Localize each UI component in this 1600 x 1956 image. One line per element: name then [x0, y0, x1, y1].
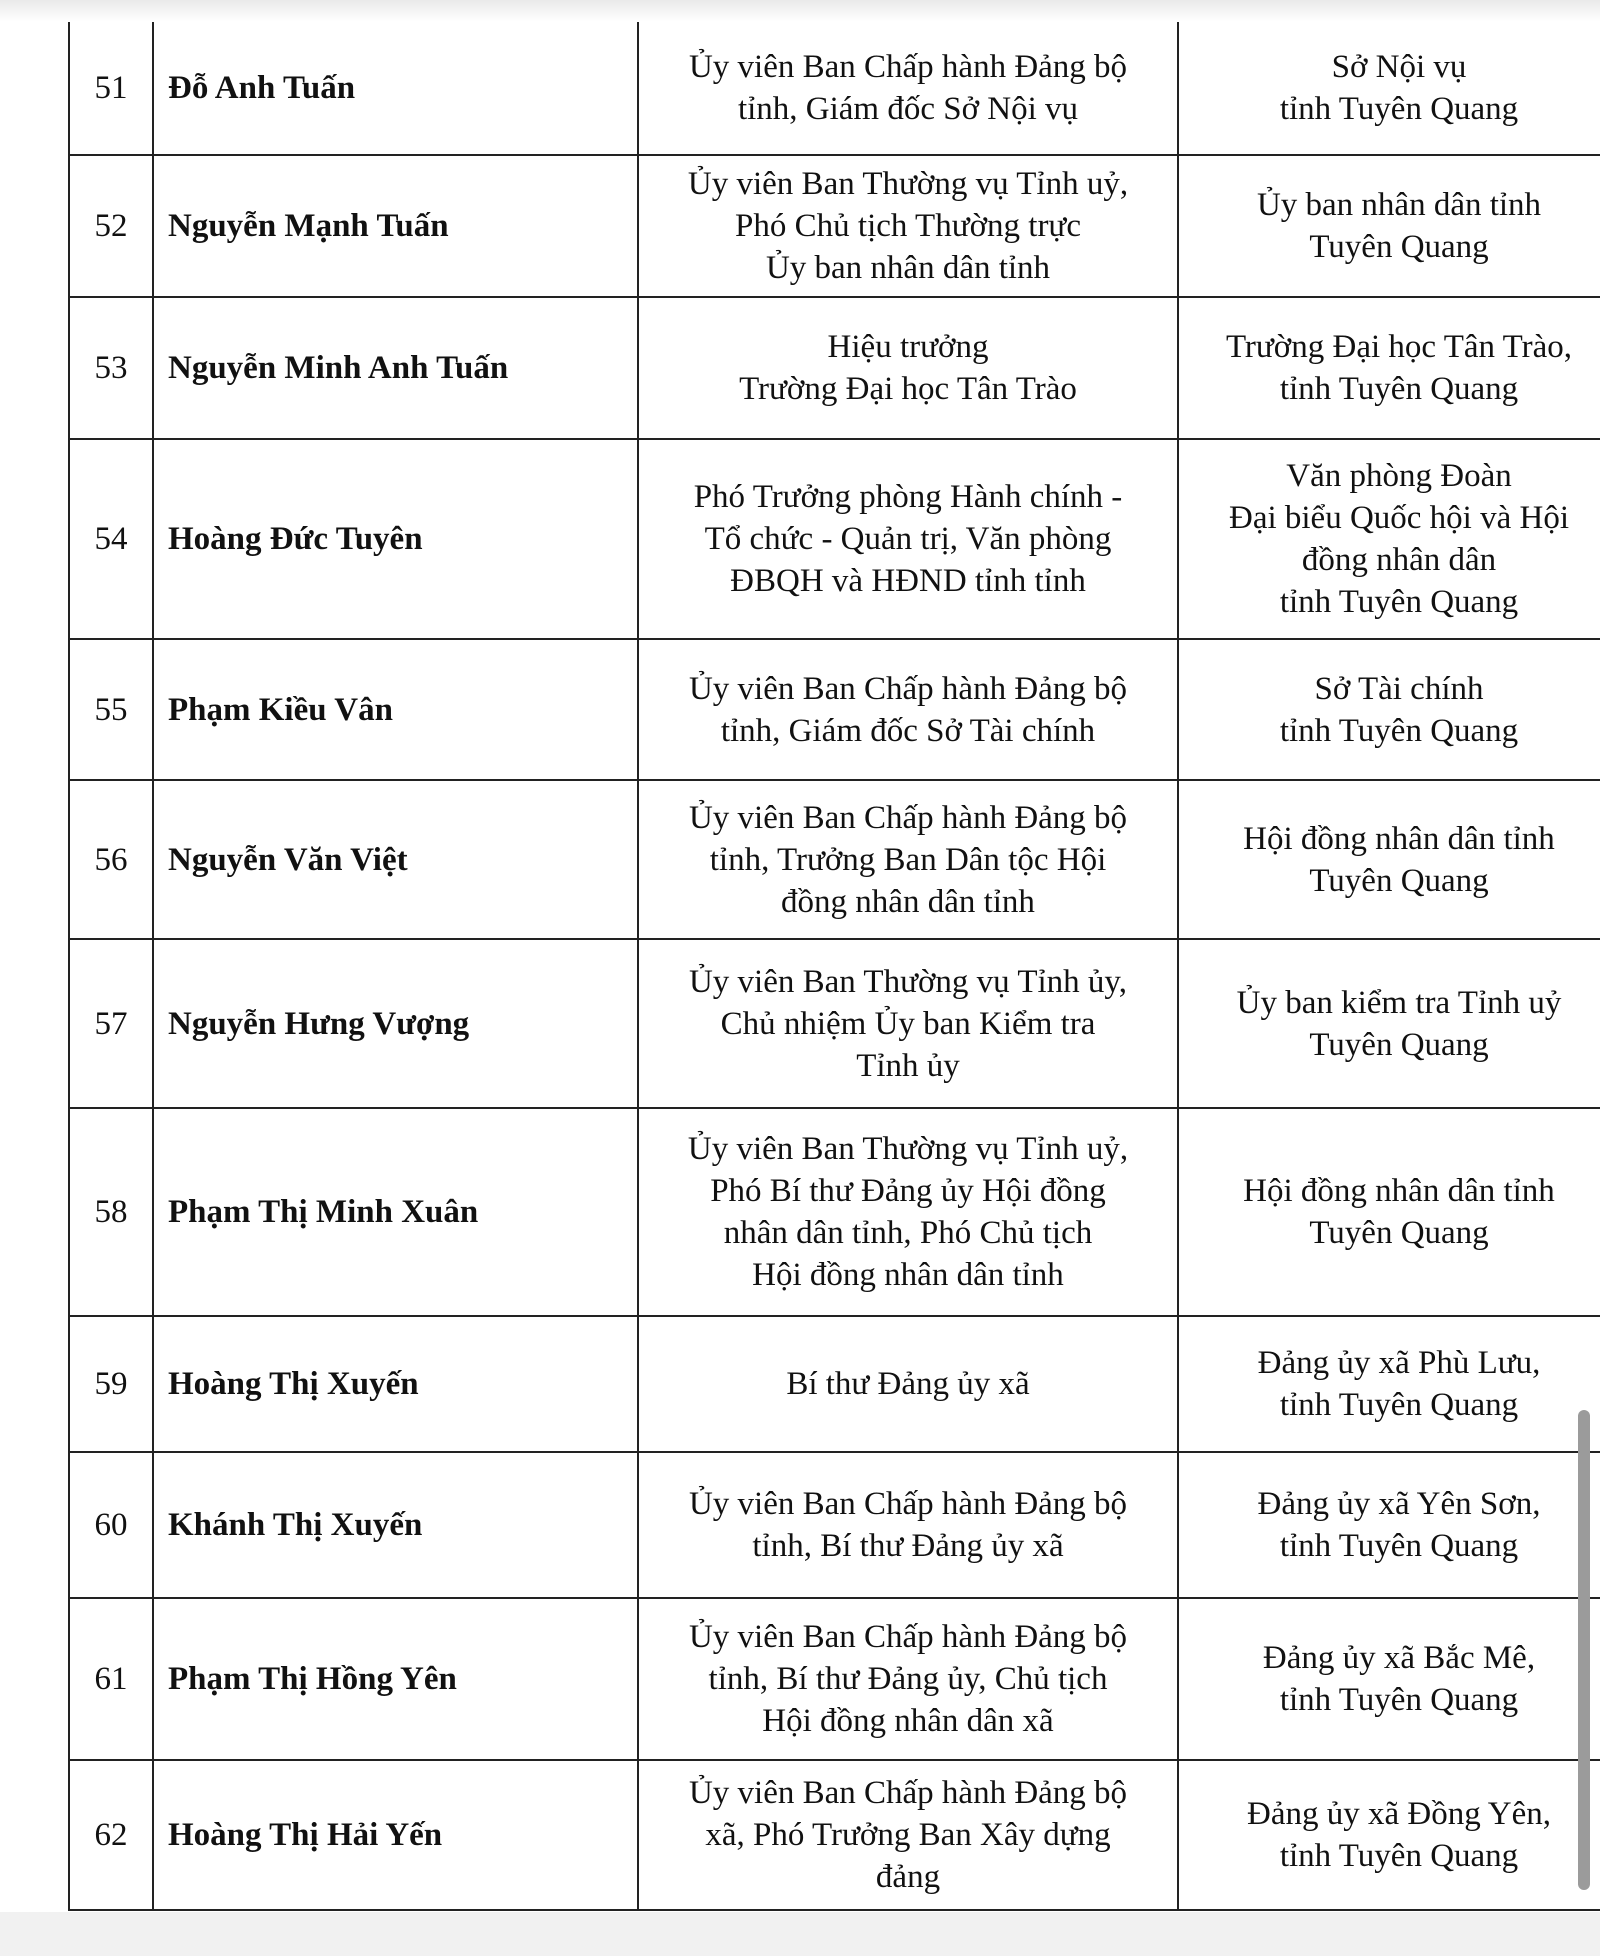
member-unit: Hội đồng nhân dân tỉnh Tuyên Quang — [1178, 1108, 1600, 1316]
table-row — [69, 155, 1600, 297]
member-name: Phạm Thị Minh Xuân — [153, 1108, 638, 1316]
row-number: 54 — [69, 439, 153, 639]
table-row — [69, 297, 1600, 439]
member-unit: Đảng ủy xã Yên Sơn, tỉnh Tuyên Quang — [1178, 1452, 1600, 1598]
member-position: Ủy viên Ban Chấp hành Đảng bộ xã, Phó Trưởng Ban Xây dựng đảng — [638, 1760, 1178, 1910]
row-number: 59 — [69, 1316, 153, 1452]
member-position: Phó Trưởng phòng Hành chính - Tổ chức - Quản trị, Văn phòng ĐBQH và HĐND tỉnh tỉnh — [638, 439, 1178, 639]
member-position: Ủy viên Ban Thường vụ Tỉnh uỷ, Phó Chủ tịch Thường trực Ủy ban nhân dân tỉnh — [638, 155, 1178, 297]
page-bottom-edge — [0, 1912, 1600, 1956]
table-row — [69, 1108, 1600, 1316]
row-number: 57 — [69, 939, 153, 1108]
row-number: 58 — [69, 1108, 153, 1316]
page-top-edge — [0, 0, 1600, 22]
member-position: Ủy viên Ban Thường vụ Tỉnh uỷ, Phó Bí thư Đảng ủy Hội đồng nhân dân tỉnh, Phó Chủ tịch Hội đồng nhân dân tỉnh — [638, 1108, 1178, 1316]
vertical-scrollbar[interactable] — [1578, 1410, 1590, 1890]
table-row — [69, 22, 1600, 155]
table-row — [69, 1452, 1600, 1598]
row-number: 56 — [69, 780, 153, 939]
row-number: 53 — [69, 297, 153, 439]
member-position: Ủy viên Ban Chấp hành Đảng bộ tỉnh, Trưởng Ban Dân tộc Hội đồng nhân dân tỉnh — [638, 780, 1178, 939]
member-unit: Ủy ban kiểm tra Tỉnh uỷ Tuyên Quang — [1178, 939, 1600, 1108]
roster-table-container — [68, 22, 1573, 1911]
row-number: 51 — [69, 22, 153, 155]
member-unit: Trường Đại học Tân Trào, tỉnh Tuyên Quang — [1178, 297, 1600, 439]
member-unit: Đảng ủy xã Bắc Mê, tỉnh Tuyên Quang — [1178, 1598, 1600, 1760]
member-position: Ủy viên Ban Chấp hành Đảng bộ tỉnh, Bí thư Đảng ủy xã — [638, 1452, 1178, 1598]
member-unit: Đảng ủy xã Đồng Yên, tỉnh Tuyên Quang — [1178, 1760, 1600, 1910]
member-position: Bí thư Đảng ủy xã — [638, 1316, 1178, 1452]
member-name: Hoàng Thị Hải Yến — [153, 1760, 638, 1910]
member-position: Ủy viên Ban Chấp hành Đảng bộ tỉnh, Bí thư Đảng ủy, Chủ tịch Hội đồng nhân dân xã — [638, 1598, 1178, 1760]
member-name: Khánh Thị Xuyến — [153, 1452, 638, 1598]
table-row — [69, 780, 1600, 939]
row-number: 62 — [69, 1760, 153, 1910]
member-position: Hiệu trưởng Trường Đại học Tân Trào — [638, 297, 1178, 439]
table-row — [69, 439, 1600, 639]
table-row — [69, 939, 1600, 1108]
table-row — [69, 1760, 1600, 1910]
table-row — [69, 1598, 1600, 1760]
row-number: 55 — [69, 639, 153, 780]
member-name: Hoàng Đức Tuyên — [153, 439, 638, 639]
member-name: Nguyễn Hưng Vượng — [153, 939, 638, 1108]
table-row — [69, 639, 1600, 780]
member-name: Phạm Thị Hồng Yên — [153, 1598, 638, 1760]
member-name: Nguyễn Văn Việt — [153, 780, 638, 939]
roster-table — [68, 22, 1600, 1911]
member-name: Nguyễn Minh Anh Tuấn — [153, 297, 638, 439]
member-position: Ủy viên Ban Thường vụ Tỉnh ủy, Chủ nhiệm Ủy ban Kiểm tra Tỉnh ủy — [638, 939, 1178, 1108]
member-unit: Văn phòng Đoàn Đại biểu Quốc hội và Hội đồng nhân dân tỉnh Tuyên Quang — [1178, 439, 1600, 639]
member-name: Nguyễn Mạnh Tuấn — [153, 155, 638, 297]
table-row — [69, 1316, 1600, 1452]
member-unit: Sở Nội vụ tỉnh Tuyên Quang — [1178, 22, 1600, 155]
row-number: 60 — [69, 1452, 153, 1598]
row-number: 52 — [69, 155, 153, 297]
member-unit: Ủy ban nhân dân tỉnh Tuyên Quang — [1178, 155, 1600, 297]
member-position: Ủy viên Ban Chấp hành Đảng bộ tỉnh, Giám đốc Sở Tài chính — [638, 639, 1178, 780]
member-unit: Đảng ủy xã Phù Lưu, tỉnh Tuyên Quang — [1178, 1316, 1600, 1452]
row-number: 61 — [69, 1598, 153, 1760]
member-unit: Sở Tài chính tỉnh Tuyên Quang — [1178, 639, 1600, 780]
member-name: Hoàng Thị Xuyến — [153, 1316, 638, 1452]
scrollbar-thumb[interactable] — [1578, 1410, 1590, 1890]
member-name: Đỗ Anh Tuấn — [153, 22, 638, 155]
member-unit: Hội đồng nhân dân tỉnh Tuyên Quang — [1178, 780, 1600, 939]
member-name: Phạm Kiều Vân — [153, 639, 638, 780]
member-position: Ủy viên Ban Chấp hành Đảng bộ tỉnh, Giám đốc Sở Nội vụ — [638, 22, 1178, 155]
